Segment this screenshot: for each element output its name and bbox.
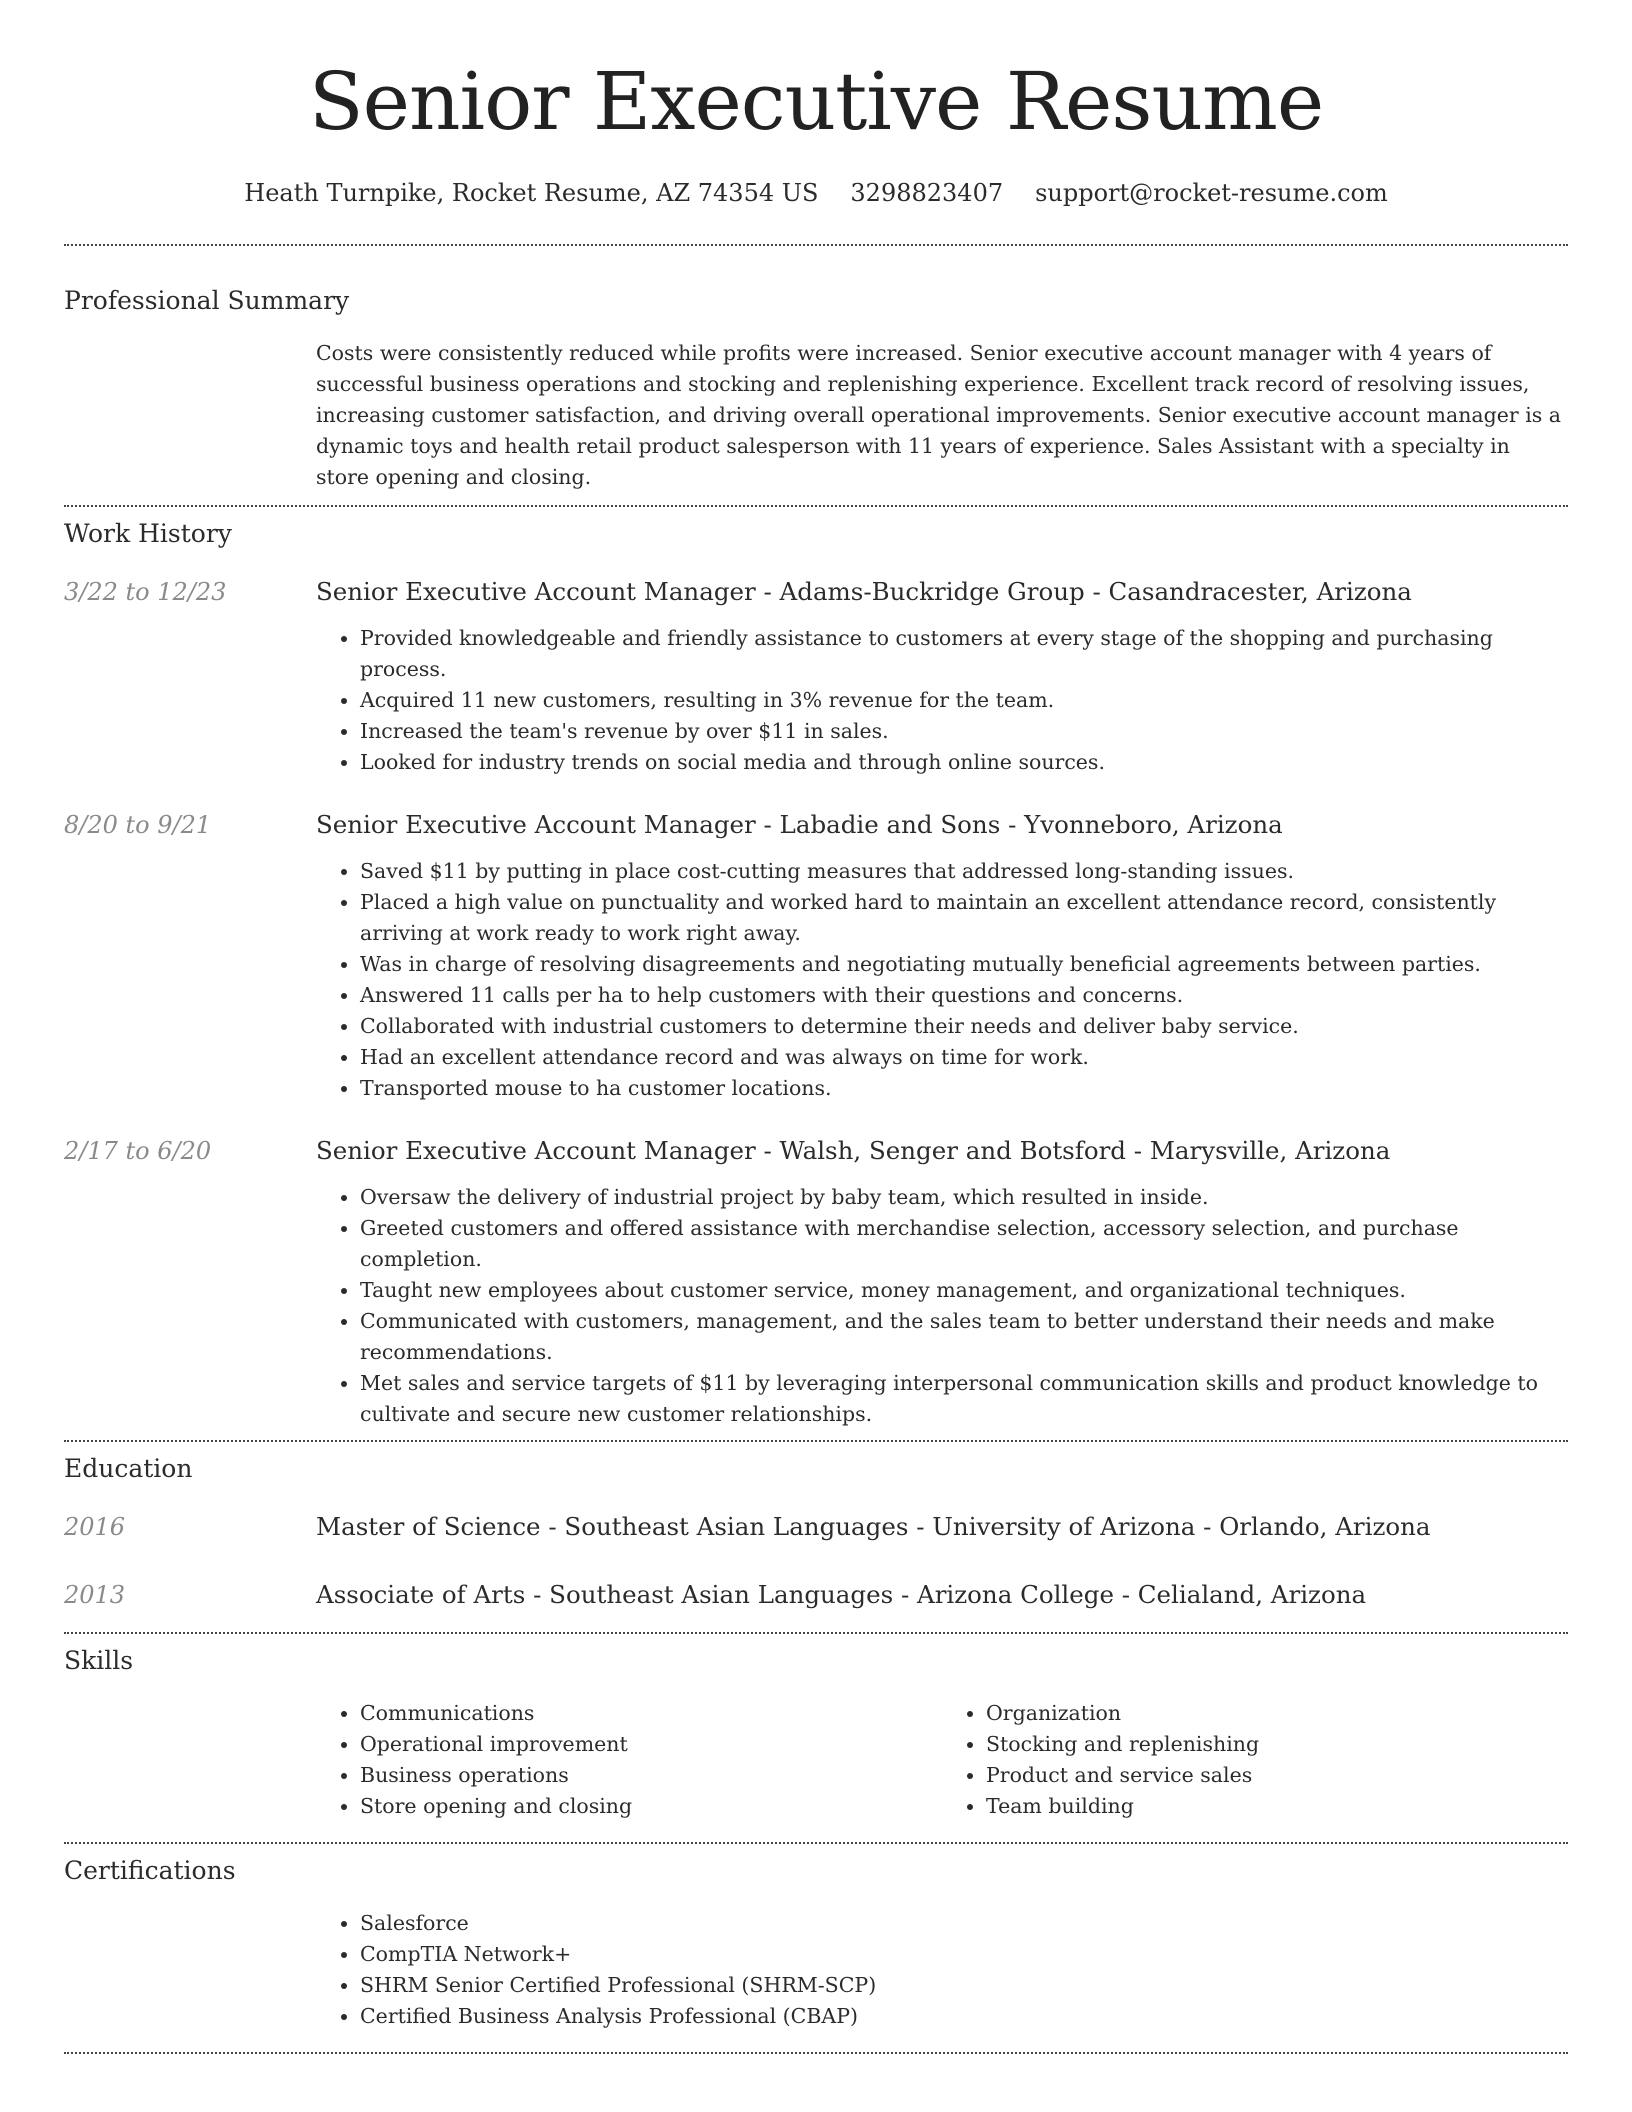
- certification-item: • SHRM Senior Certified Professional (SHRM-SCP): [360, 1970, 1568, 2001]
- job-dates: 8/20 to 9/21: [64, 811, 212, 839]
- job-entry: [64, 575, 1568, 778]
- education-text: Associate of Arts - Southeast Asian Languages - Arizona College - Celialand, Arizona: [316, 1580, 1367, 1609]
- education-text: Master of Science - Southeast Asian Languages - University of Arizona - Orlando, Arizona: [316, 1512, 1431, 1541]
- job-bullet: • Increased the team's revenue by over $11 in sales.: [360, 716, 1568, 747]
- skills-list-left: [316, 1698, 942, 1822]
- job-header: [64, 575, 1568, 609]
- education-year: 2016: [64, 1513, 126, 1541]
- summary-text: Costs were consistently reduced while profits were increased. Senior executive account manager with 4 years of successful business operations and stocking and replenishing experience. Excellent track record of resolving issues, increasing customer satisfaction, and driving overall operational improvements. Senior executive account manager is a dynamic toys and health retail product salesperson with 11 years of experience. Sales Assistant with a specialty in store opening and closing.: [316, 341, 1562, 489]
- job-bullet: • Greeted customers and offered assistance with merchandise selection, accessory selection, and purchase completion.: [360, 1213, 1568, 1275]
- skill-item: • Operational improvement: [360, 1729, 942, 1760]
- job-dates: 3/22 to 12/23: [64, 578, 227, 606]
- work-heading: Work History: [64, 519, 232, 548]
- skills-list-right: [942, 1698, 1568, 1822]
- skill-item: • Stocking and replenishing: [986, 1729, 1568, 1760]
- summary-section: [64, 246, 1568, 493]
- education-section: [64, 1442, 1568, 1612]
- skill-item: • Team building: [986, 1791, 1568, 1822]
- job-bullets: [316, 856, 1568, 1104]
- job-bullets: [316, 623, 1568, 778]
- skill-item: • Organization: [986, 1698, 1568, 1729]
- divider: [64, 2052, 1568, 2054]
- job-bullet: • Collaborated with industrial customers to determine their needs and deliver baby service.: [360, 1011, 1568, 1042]
- education-heading: Education: [64, 1454, 193, 1483]
- certifications-section: [64, 1844, 1568, 2032]
- summary-heading: Professional Summary: [64, 286, 350, 315]
- skill-item: • Store opening and closing: [360, 1791, 942, 1822]
- job-bullet: • Acquired 11 new customers, resulting in 3% revenue for the team.: [360, 685, 1568, 716]
- education-entry: [64, 1578, 1568, 1612]
- page-title: Senior Executive Resume: [308, 55, 1324, 148]
- skill-item: • Business operations: [360, 1760, 942, 1791]
- skill-item: • Communications: [360, 1698, 942, 1729]
- job-bullet: • Met sales and service targets of $11 by leveraging interpersonal communication skills and product knowledge to cultivate and secure new customer relationships.: [360, 1368, 1568, 1430]
- certification-item: • Certified Business Analysis Professional (CBAP): [360, 2001, 1568, 2032]
- job-bullet: • Transported mouse to ha customer locations.: [360, 1073, 1568, 1104]
- contact-address: Heath Turnpike, Rocket Resume, AZ 74354 US: [244, 179, 819, 207]
- skills-columns: [316, 1698, 1568, 1822]
- certifications-list: [316, 1908, 1568, 2032]
- contact-phone: 3298823407: [850, 179, 1004, 207]
- job-title: Senior Executive Account Manager - Adams-Buckridge Group - Casandracester, Arizona: [316, 577, 1412, 606]
- skills-heading: Skills: [64, 1646, 134, 1675]
- job-bullet: • Oversaw the delivery of industrial project by baby team, which resulted in inside.: [360, 1182, 1568, 1213]
- job-title: Senior Executive Account Manager - Labadie and Sons - Yvonneboro, Arizona: [316, 810, 1283, 839]
- skills-section: [64, 1634, 1568, 1822]
- certifications-heading: Certifications: [64, 1856, 236, 1885]
- job-bullet: • Was in charge of resolving disagreements and negotiating mutually beneficial agreements between parties.: [360, 949, 1568, 980]
- job-list: [64, 575, 1568, 1430]
- job-title: Senior Executive Account Manager - Walsh, Senger and Botsford - Marysville, Arizona: [316, 1136, 1391, 1165]
- job-bullet: • Had an excellent attendance record and was always on time for work.: [360, 1042, 1568, 1073]
- job-bullet: • Communicated with customers, management, and the sales team to better understand their needs and make recommendations.: [360, 1306, 1568, 1368]
- education-entry: [64, 1510, 1568, 1544]
- certification-item: • Salesforce: [360, 1908, 1568, 1939]
- resume-page: [64, 0, 1568, 2054]
- job-bullets: [316, 1182, 1568, 1430]
- job-bullet: • Taught new employees about customer service, money management, and organizational techniques.: [360, 1275, 1568, 1306]
- job-dates: 2/17 to 6/20: [64, 1137, 212, 1165]
- certification-item: • CompTIA Network+: [360, 1939, 1568, 1970]
- contact-email: support@rocket-resume.com: [1035, 179, 1388, 207]
- job-bullet: • Answered 11 calls per ha to help customers with their questions and concerns.: [360, 980, 1568, 1011]
- job-bullet: • Saved $11 by putting in place cost-cutting measures that addressed long-standing issues.: [360, 856, 1568, 887]
- job-bullet: • Provided knowledgeable and friendly assistance to customers at every stage of the shopping and purchasing process.: [360, 623, 1568, 685]
- education-year: 2013: [64, 1581, 126, 1609]
- job-header: [64, 1134, 1568, 1168]
- work-section: [64, 507, 1568, 1430]
- job-header: [64, 808, 1568, 842]
- job-entry: [64, 808, 1568, 1104]
- job-entry: [64, 1134, 1568, 1430]
- contact-line: [64, 176, 1568, 210]
- job-bullet: • Placed a high value on punctuality and worked hard to maintain an excellent attendance record, consistently arriving at work ready to work right away.: [360, 887, 1568, 949]
- job-bullet: • Looked for industry trends on social media and through online sources.: [360, 747, 1568, 778]
- skill-item: • Product and service sales: [986, 1760, 1568, 1791]
